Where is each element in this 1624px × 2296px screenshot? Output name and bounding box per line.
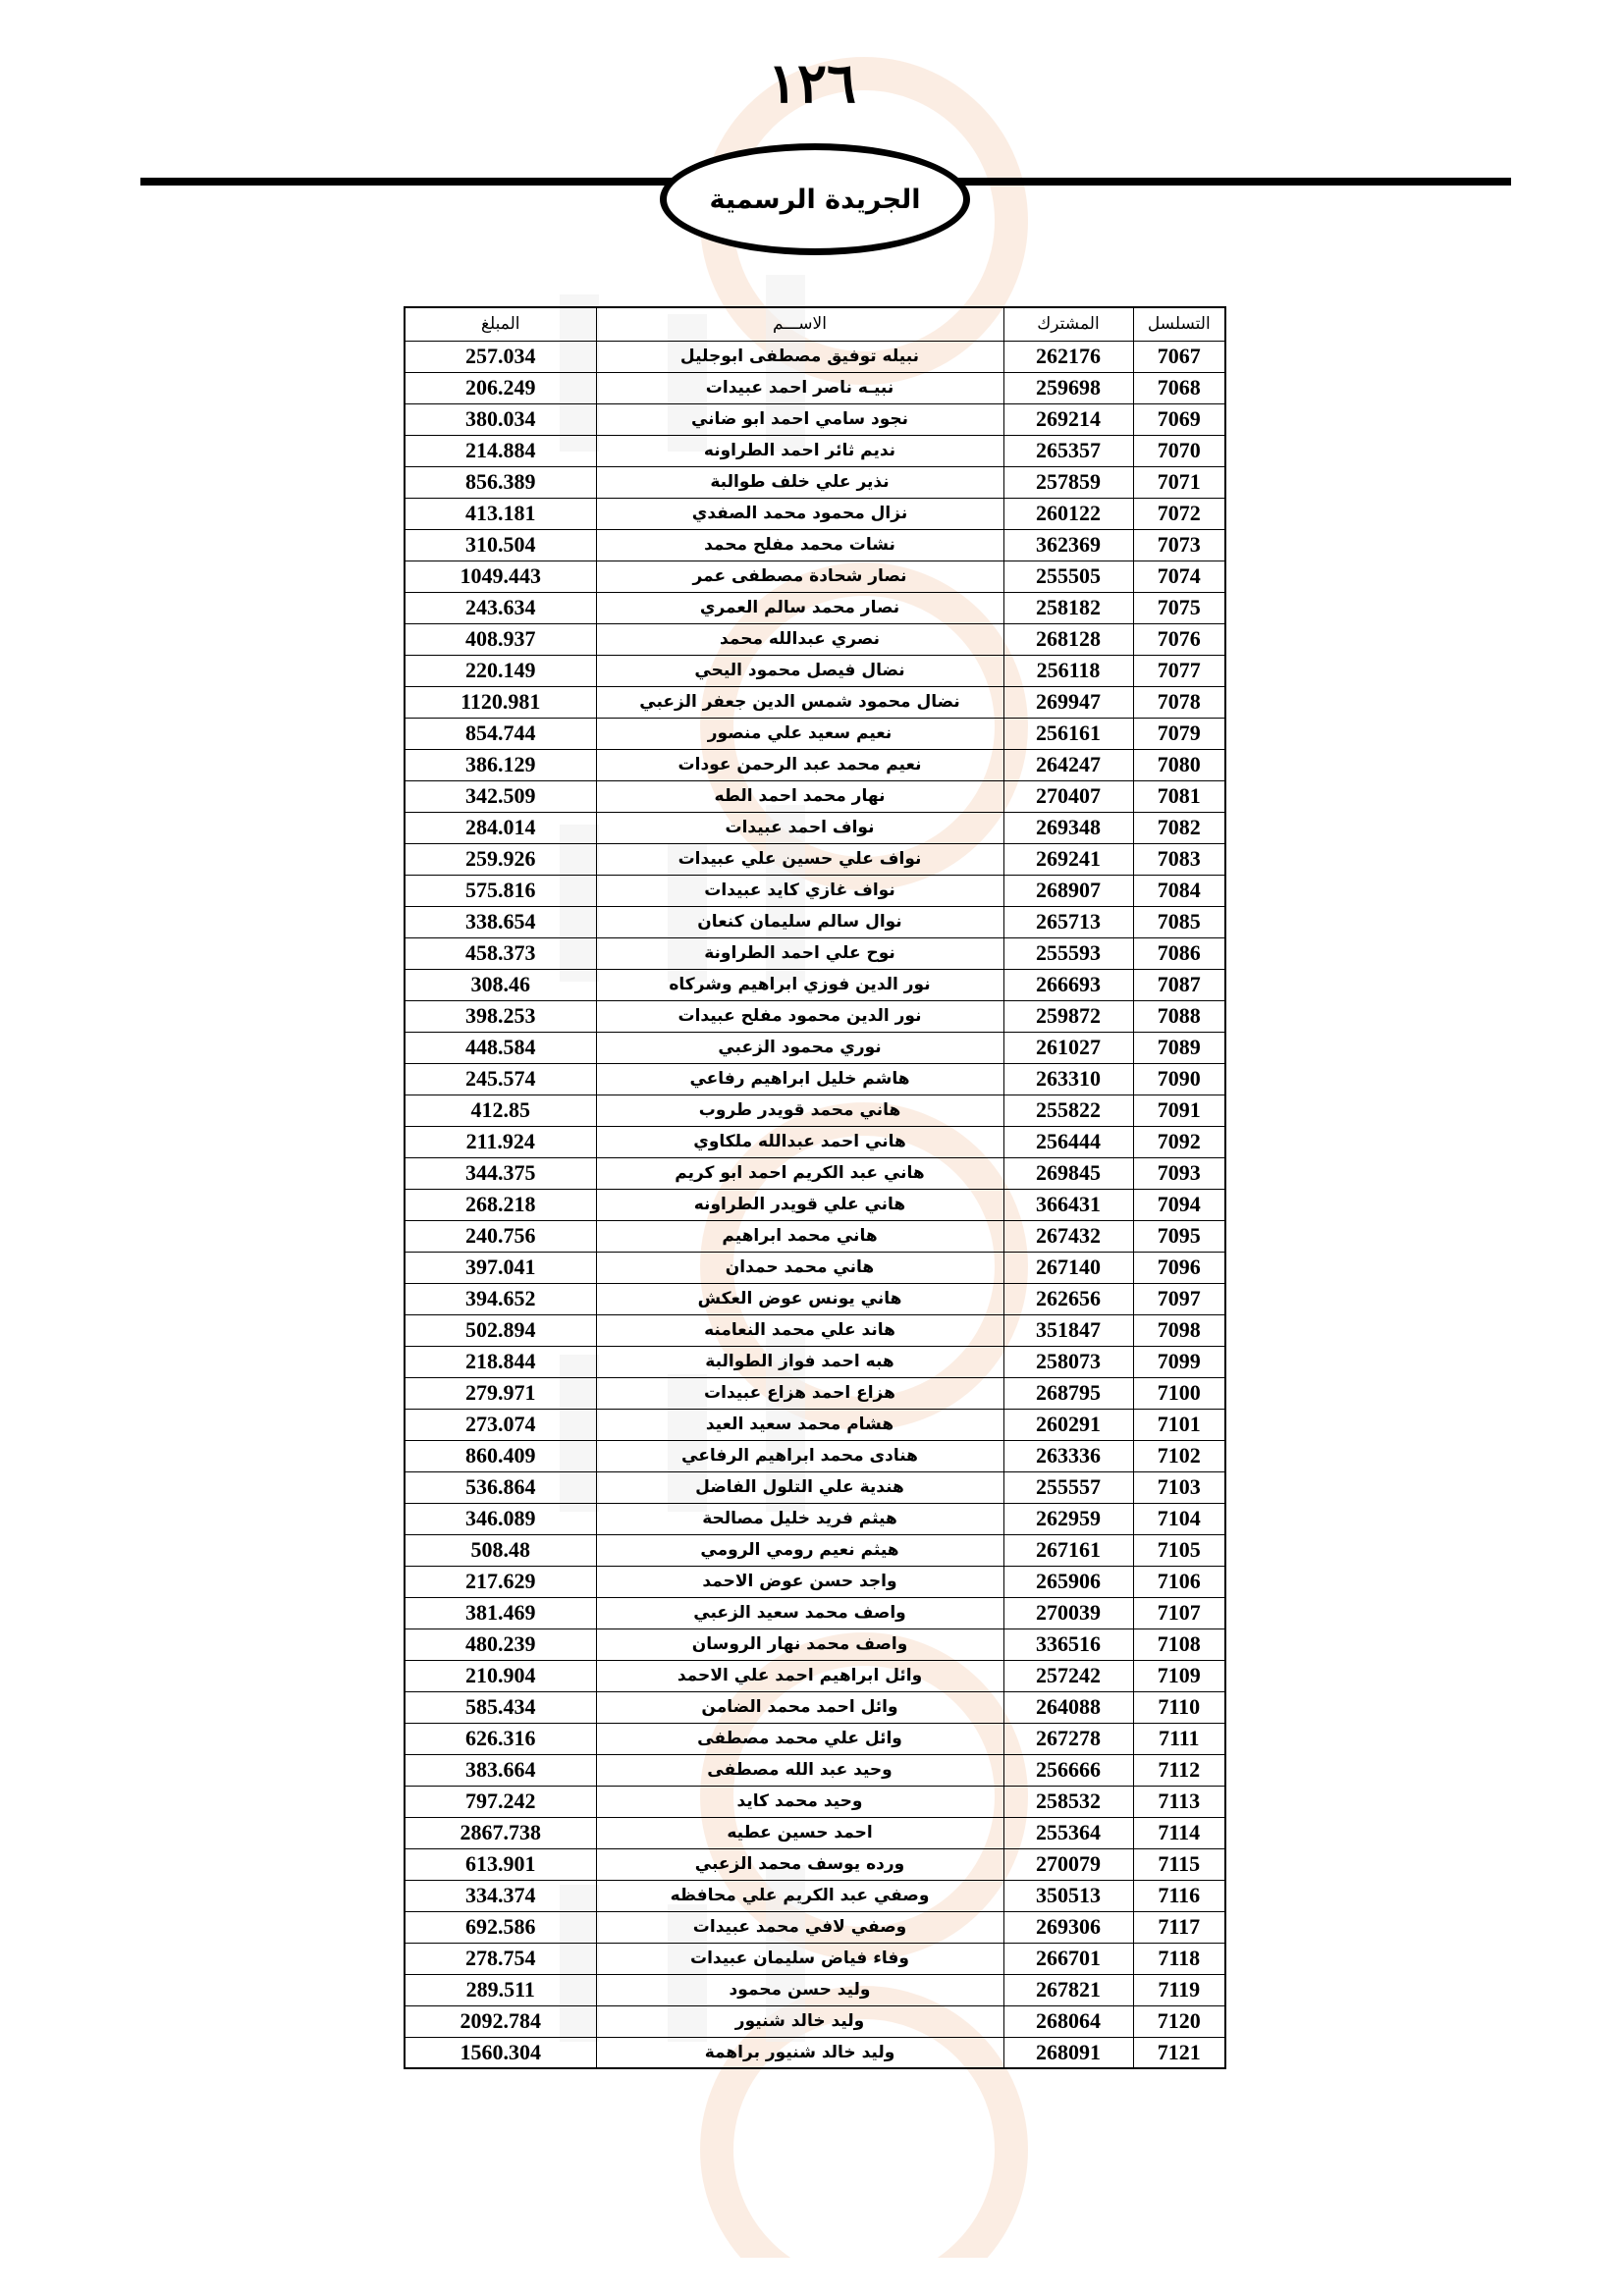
- serial-cell: 7083: [1133, 843, 1225, 875]
- table-row: [405, 1220, 1225, 1252]
- amount-cell: 692.586: [405, 1911, 596, 1943]
- amount-cell: 338.654: [405, 906, 596, 937]
- amount-cell: 854.744: [405, 718, 596, 749]
- name-cell: وحيد محمد كايد: [596, 1786, 1003, 1817]
- amount-cell: 380.034: [405, 403, 596, 435]
- name-cell: نضال محمود شمس الدين جعفر الزعبي: [596, 686, 1003, 718]
- serial-cell: 7105: [1133, 1534, 1225, 1566]
- name-cell: وائل علي محمد مصطفى: [596, 1723, 1003, 1754]
- name-cell: هشام محمد سعيد العيد: [596, 1409, 1003, 1440]
- name-cell: نصري عبدالله محمد: [596, 623, 1003, 655]
- amount-cell: 344.375: [405, 1157, 596, 1189]
- table-row: [405, 1440, 1225, 1471]
- subscriber-cell: 260291: [1003, 1409, 1133, 1440]
- amount-cell: 243.634: [405, 592, 596, 623]
- table-row: [405, 466, 1225, 498]
- subscriber-cell: 264088: [1003, 1691, 1133, 1723]
- subscriber-cell: 265906: [1003, 1566, 1133, 1597]
- amount-cell: 502.894: [405, 1314, 596, 1346]
- table-row: [405, 1943, 1225, 1974]
- amount-cell: 458.373: [405, 937, 596, 969]
- serial-cell: 7108: [1133, 1629, 1225, 1660]
- subscriber-cell: 263336: [1003, 1440, 1133, 1471]
- amount-cell: 211.924: [405, 1126, 596, 1157]
- serial-cell: 7099: [1133, 1346, 1225, 1377]
- name-cell: نواف علي حسين علي عبيدات: [596, 843, 1003, 875]
- serial-cell: 7071: [1133, 466, 1225, 498]
- table-row: [405, 718, 1225, 749]
- table-row: [405, 1409, 1225, 1440]
- table-row: [405, 1817, 1225, 1848]
- serial-cell: 7110: [1133, 1691, 1225, 1723]
- name-cell: نهار محمد احمد الطه: [596, 780, 1003, 812]
- subscriber-cell: 259872: [1003, 1000, 1133, 1032]
- subscriber-cell: 257242: [1003, 1660, 1133, 1691]
- subscriber-cell: 267432: [1003, 1220, 1133, 1252]
- table-row: [405, 1000, 1225, 1032]
- name-cell: هاني علي قويدر الطراونه: [596, 1189, 1003, 1220]
- serial-cell: 7093: [1133, 1157, 1225, 1189]
- serial-cell: 7111: [1133, 1723, 1225, 1754]
- serial-cell: 7098: [1133, 1314, 1225, 1346]
- subscriber-cell: 256161: [1003, 718, 1133, 749]
- table-row: [405, 1911, 1225, 1943]
- amount-cell: 448.584: [405, 1032, 596, 1063]
- table-row: [405, 1754, 1225, 1786]
- serial-cell: 7082: [1133, 812, 1225, 843]
- subscriber-cell: 267278: [1003, 1723, 1133, 1754]
- serial-cell: 7096: [1133, 1252, 1225, 1283]
- column-header-serial: التسلسل: [1133, 307, 1225, 341]
- serial-cell: 7087: [1133, 969, 1225, 1000]
- column-header-amount: المبلغ: [405, 307, 596, 341]
- table-row: [405, 2037, 1225, 2068]
- name-cell: واجد حسن عوض الاحمد: [596, 1566, 1003, 1597]
- serial-cell: 7079: [1133, 718, 1225, 749]
- table-row: [405, 498, 1225, 529]
- name-cell: نبيـه ناصر احمد عبيدات: [596, 372, 1003, 403]
- subscriber-cell: 265713: [1003, 906, 1133, 937]
- serial-cell: 7089: [1133, 1032, 1225, 1063]
- name-cell: نور الدين محمود مفلح عبيدات: [596, 1000, 1003, 1032]
- table-row: [405, 1252, 1225, 1283]
- amount-cell: 206.249: [405, 372, 596, 403]
- subscriber-cell: 269306: [1003, 1911, 1133, 1943]
- name-cell: نجود سامي احمد ابو ضاني: [596, 403, 1003, 435]
- serial-cell: 7085: [1133, 906, 1225, 937]
- subscriber-cell: 258532: [1003, 1786, 1133, 1817]
- serial-cell: 7119: [1133, 1974, 1225, 2005]
- name-cell: نواف غازي كايد عبيدات: [596, 875, 1003, 906]
- amount-cell: 346.089: [405, 1503, 596, 1534]
- serial-cell: 7078: [1133, 686, 1225, 718]
- serial-cell: 7072: [1133, 498, 1225, 529]
- serial-cell: 7107: [1133, 1597, 1225, 1629]
- name-cell: نصار شحادة مصطفى عمر: [596, 561, 1003, 592]
- amount-cell: 210.904: [405, 1660, 596, 1691]
- amount-cell: 536.864: [405, 1471, 596, 1503]
- amount-cell: 585.434: [405, 1691, 596, 1723]
- name-cell: نشات محمد مفلح محمد: [596, 529, 1003, 561]
- table-row: [405, 1063, 1225, 1095]
- subscriber-amount-table: [404, 306, 1226, 2069]
- amount-cell: 289.511: [405, 1974, 596, 2005]
- name-cell: نديم ثائر احمد الطراونه: [596, 435, 1003, 466]
- amount-cell: 381.469: [405, 1597, 596, 1629]
- table-body: [405, 341, 1225, 2068]
- subscriber-cell: 258182: [1003, 592, 1133, 623]
- name-cell: نذير علي خلف طوالبة: [596, 466, 1003, 498]
- serial-cell: 7106: [1133, 1566, 1225, 1597]
- serial-cell: 7113: [1133, 1786, 1225, 1817]
- subscriber-cell: 255505: [1003, 561, 1133, 592]
- subscriber-cell: 255822: [1003, 1095, 1133, 1126]
- name-cell: هاند علي محمد النعامنه: [596, 1314, 1003, 1346]
- name-cell: واصف محمد سعيد الزعبي: [596, 1597, 1003, 1629]
- name-cell: نعيم محمد عبد الرحمن عودات: [596, 749, 1003, 780]
- name-cell: نوري محمود الزعبي: [596, 1032, 1003, 1063]
- name-cell: وليد خالد شنيور: [596, 2005, 1003, 2037]
- amount-cell: 308.46: [405, 969, 596, 1000]
- serial-cell: 7115: [1133, 1848, 1225, 1880]
- serial-cell: 7067: [1133, 341, 1225, 372]
- amount-cell: 220.149: [405, 655, 596, 686]
- amount-cell: 508.48: [405, 1534, 596, 1566]
- amount-cell: 856.389: [405, 466, 596, 498]
- serial-cell: 7088: [1133, 1000, 1225, 1032]
- amount-cell: 240.756: [405, 1220, 596, 1252]
- table-row: [405, 875, 1225, 906]
- amount-cell: 398.253: [405, 1000, 596, 1032]
- subscriber-cell: 269348: [1003, 812, 1133, 843]
- serial-cell: 7090: [1133, 1063, 1225, 1095]
- amount-cell: 1120.981: [405, 686, 596, 718]
- name-cell: هاني يونس عوض العكش: [596, 1283, 1003, 1314]
- subscriber-cell: 366431: [1003, 1189, 1133, 1220]
- table-row: [405, 655, 1225, 686]
- subscriber-cell: 264247: [1003, 749, 1133, 780]
- subscriber-cell: 268091: [1003, 2037, 1133, 2068]
- serial-cell: 7100: [1133, 1377, 1225, 1409]
- table-row: [405, 969, 1225, 1000]
- name-cell: هاشم خليل ابراهيم رفاعي: [596, 1063, 1003, 1095]
- subscriber-cell: 268064: [1003, 2005, 1133, 2037]
- subscriber-cell: 256118: [1003, 655, 1133, 686]
- name-cell: هبه احمد فواز الطوالبة: [596, 1346, 1003, 1377]
- subscriber-cell: 268907: [1003, 875, 1133, 906]
- table-row: [405, 1691, 1225, 1723]
- amount-cell: 860.409: [405, 1440, 596, 1471]
- subscriber-cell: 262176: [1003, 341, 1133, 372]
- amount-cell: 2092.784: [405, 2005, 596, 2037]
- name-cell: نضال فيصل محمود اليحي: [596, 655, 1003, 686]
- amount-cell: 575.816: [405, 875, 596, 906]
- name-cell: هيثم نعيم رومي الرومي: [596, 1534, 1003, 1566]
- name-cell: هندية علي التلول الفاضل: [596, 1471, 1003, 1503]
- name-cell: وائل ابراهيم احمد علي الاحمد: [596, 1660, 1003, 1691]
- amount-cell: 408.937: [405, 623, 596, 655]
- name-cell: وفاء فياض سليمان عبيدات: [596, 1943, 1003, 1974]
- table-row: [405, 1189, 1225, 1220]
- subscriber-cell: 258073: [1003, 1346, 1133, 1377]
- name-cell: نعيم سعيد علي منصور: [596, 718, 1003, 749]
- amount-cell: 1049.443: [405, 561, 596, 592]
- subscriber-cell: 262959: [1003, 1503, 1133, 1534]
- table-row: [405, 1503, 1225, 1534]
- name-cell: نور الدين فوزي ابراهيم وشركاه: [596, 969, 1003, 1000]
- subscriber-cell: 269241: [1003, 843, 1133, 875]
- subscriber-cell: 256444: [1003, 1126, 1133, 1157]
- name-cell: وصفي عبد الكريم علي محافظه: [596, 1880, 1003, 1911]
- subscriber-cell: 269214: [1003, 403, 1133, 435]
- serial-cell: 7092: [1133, 1126, 1225, 1157]
- serial-cell: 7112: [1133, 1754, 1225, 1786]
- amount-cell: 284.014: [405, 812, 596, 843]
- table-row: [405, 1848, 1225, 1880]
- name-cell: وليد خالد شنيور براهمة: [596, 2037, 1003, 2068]
- subscriber-cell: 255364: [1003, 1817, 1133, 1848]
- table-row: [405, 843, 1225, 875]
- amount-cell: 383.664: [405, 1754, 596, 1786]
- amount-cell: 394.652: [405, 1283, 596, 1314]
- amount-cell: 613.901: [405, 1848, 596, 1880]
- amount-cell: 342.509: [405, 780, 596, 812]
- subscriber-cell: 351847: [1003, 1314, 1133, 1346]
- name-cell: ورده يوسف محمد الزعبي: [596, 1848, 1003, 1880]
- table-row: [405, 1880, 1225, 1911]
- name-cell: وائل احمد محمد الضامن: [596, 1691, 1003, 1723]
- amount-cell: 278.754: [405, 1943, 596, 1974]
- table-row: [405, 780, 1225, 812]
- amount-cell: 279.971: [405, 1377, 596, 1409]
- name-cell: وصفي لافي محمد عبيدات: [596, 1911, 1003, 1943]
- amount-cell: 217.629: [405, 1566, 596, 1597]
- serial-cell: 7121: [1133, 2037, 1225, 2068]
- subscriber-cell: 265357: [1003, 435, 1133, 466]
- serial-cell: 7075: [1133, 592, 1225, 623]
- subscriber-cell: 350513: [1003, 1880, 1133, 1911]
- table-row: [405, 1723, 1225, 1754]
- subscriber-cell: 362369: [1003, 529, 1133, 561]
- subscriber-cell: 263310: [1003, 1063, 1133, 1095]
- name-cell: هاني احمد عبدالله ملكاوي: [596, 1126, 1003, 1157]
- name-cell: هاني محمد ابراهيم: [596, 1220, 1003, 1252]
- amount-cell: 268.218: [405, 1189, 596, 1220]
- table-row: [405, 1786, 1225, 1817]
- table-row: [405, 812, 1225, 843]
- table-row: [405, 1629, 1225, 1660]
- name-cell: نبيله توفيق مصطفى ابوجليل: [596, 341, 1003, 372]
- table-row: [405, 1126, 1225, 1157]
- name-cell: واصف محمد نهار الروسان: [596, 1629, 1003, 1660]
- amount-cell: 2867.738: [405, 1817, 596, 1848]
- amount-cell: 397.041: [405, 1252, 596, 1283]
- subscriber-cell: 260122: [1003, 498, 1133, 529]
- table-row: [405, 623, 1225, 655]
- table-row: [405, 906, 1225, 937]
- serial-cell: 7102: [1133, 1440, 1225, 1471]
- name-cell: هزاع احمد هزاع عبيدات: [596, 1377, 1003, 1409]
- subscriber-cell: 266701: [1003, 1943, 1133, 1974]
- subscriber-cell: 268795: [1003, 1377, 1133, 1409]
- table-row: [405, 1157, 1225, 1189]
- serial-cell: 7068: [1133, 372, 1225, 403]
- amount-cell: 626.316: [405, 1723, 596, 1754]
- gazette-title: الجريدة الرسمية: [709, 184, 921, 215]
- subscriber-cell: 255593: [1003, 937, 1133, 969]
- amount-cell: 480.239: [405, 1629, 596, 1660]
- table-row: [405, 1471, 1225, 1503]
- table-row: [405, 1974, 1225, 2005]
- table-row: [405, 1032, 1225, 1063]
- gazette-title-ellipse: [660, 143, 970, 255]
- amount-cell: 386.129: [405, 749, 596, 780]
- name-cell: نزال محمود محمد الصفدي: [596, 498, 1003, 529]
- serial-cell: 7104: [1133, 1503, 1225, 1534]
- amount-cell: 334.374: [405, 1880, 596, 1911]
- table-row: [405, 1660, 1225, 1691]
- table-row: [405, 529, 1225, 561]
- amount-cell: 413.181: [405, 498, 596, 529]
- serial-cell: 7073: [1133, 529, 1225, 561]
- name-cell: وليد حسن محمود: [596, 1974, 1003, 2005]
- amount-cell: 245.574: [405, 1063, 596, 1095]
- name-cell: هيثم فريد خليل مصالحة: [596, 1503, 1003, 1534]
- subscriber-cell: 262656: [1003, 1283, 1133, 1314]
- serial-cell: 7069: [1133, 403, 1225, 435]
- serial-cell: 7086: [1133, 937, 1225, 969]
- table-row: [405, 1566, 1225, 1597]
- table-row: [405, 561, 1225, 592]
- table-row: [405, 1283, 1225, 1314]
- serial-cell: 7077: [1133, 655, 1225, 686]
- amount-cell: 1560.304: [405, 2037, 596, 2068]
- subscriber-cell: 270407: [1003, 780, 1133, 812]
- table-row: [405, 2005, 1225, 2037]
- serial-cell: 7097: [1133, 1283, 1225, 1314]
- name-cell: نصار محمد سالم العمري: [596, 592, 1003, 623]
- table-row: [405, 435, 1225, 466]
- subscriber-cell: 267140: [1003, 1252, 1133, 1283]
- table-row: [405, 1597, 1225, 1629]
- table-row: [405, 592, 1225, 623]
- amount-cell: 257.034: [405, 341, 596, 372]
- subscriber-cell: 259698: [1003, 372, 1133, 403]
- subscriber-cell: 270039: [1003, 1597, 1133, 1629]
- serial-cell: 7114: [1133, 1817, 1225, 1848]
- subscriber-cell: 267821: [1003, 1974, 1133, 2005]
- subscriber-cell: 255557: [1003, 1471, 1133, 1503]
- serial-cell: 7109: [1133, 1660, 1225, 1691]
- table-row: [405, 937, 1225, 969]
- name-cell: هاني محمد حمدان: [596, 1252, 1003, 1283]
- amount-cell: 273.074: [405, 1409, 596, 1440]
- subscriber-cell: 261027: [1003, 1032, 1133, 1063]
- table-row: [405, 749, 1225, 780]
- subscriber-cell: 266693: [1003, 969, 1133, 1000]
- serial-cell: 7095: [1133, 1220, 1225, 1252]
- table-row: [405, 341, 1225, 372]
- amount-cell: 412.85: [405, 1095, 596, 1126]
- name-cell: هنادى محمد ابراهيم الرفاعي: [596, 1440, 1003, 1471]
- serial-cell: 7120: [1133, 2005, 1225, 2037]
- serial-cell: 7091: [1133, 1095, 1225, 1126]
- table-row: [405, 403, 1225, 435]
- serial-cell: 7070: [1133, 435, 1225, 466]
- serial-cell: 7117: [1133, 1911, 1225, 1943]
- name-cell: هاني عبد الكريم احمد ابو كريم: [596, 1157, 1003, 1189]
- serial-cell: 7076: [1133, 623, 1225, 655]
- table-row: [405, 372, 1225, 403]
- subscriber-cell: 270079: [1003, 1848, 1133, 1880]
- table-row: [405, 1377, 1225, 1409]
- serial-cell: 7081: [1133, 780, 1225, 812]
- serial-cell: 7103: [1133, 1471, 1225, 1503]
- subscriber-cell: 269845: [1003, 1157, 1133, 1189]
- table-row: [405, 1314, 1225, 1346]
- subscriber-cell: 267161: [1003, 1534, 1133, 1566]
- serial-cell: 7118: [1133, 1943, 1225, 1974]
- amount-cell: 310.504: [405, 529, 596, 561]
- amount-cell: 214.884: [405, 435, 596, 466]
- column-header-name: الاســـم: [596, 307, 1003, 341]
- table-row: [405, 1095, 1225, 1126]
- name-cell: نوح علي احمد الطراونة: [596, 937, 1003, 969]
- table-header-row: [405, 307, 1225, 341]
- name-cell: احمد حسين عطيه: [596, 1817, 1003, 1848]
- serial-cell: 7116: [1133, 1880, 1225, 1911]
- subscriber-cell: 268128: [1003, 623, 1133, 655]
- table-row: [405, 1534, 1225, 1566]
- serial-cell: 7094: [1133, 1189, 1225, 1220]
- name-cell: نوال سالم سليمان كنعان: [596, 906, 1003, 937]
- amount-cell: 218.844: [405, 1346, 596, 1377]
- subscriber-cell: 336516: [1003, 1629, 1133, 1660]
- subscriber-cell: 257859: [1003, 466, 1133, 498]
- amount-cell: 259.926: [405, 843, 596, 875]
- serial-cell: 7074: [1133, 561, 1225, 592]
- serial-cell: 7084: [1133, 875, 1225, 906]
- column-header-subscriber: المشترك: [1003, 307, 1133, 341]
- table-row: [405, 1346, 1225, 1377]
- serial-cell: 7101: [1133, 1409, 1225, 1440]
- page-number: ١٢٦: [767, 51, 857, 116]
- name-cell: هاني محمد قويدر طروب: [596, 1095, 1003, 1126]
- table-row: [405, 686, 1225, 718]
- subscriber-cell: 269947: [1003, 686, 1133, 718]
- serial-cell: 7080: [1133, 749, 1225, 780]
- subscriber-cell: 256666: [1003, 1754, 1133, 1786]
- amount-cell: 797.242: [405, 1786, 596, 1817]
- name-cell: نواف احمد عبيدات: [596, 812, 1003, 843]
- name-cell: وحيد عبد الله مصطفى: [596, 1754, 1003, 1786]
